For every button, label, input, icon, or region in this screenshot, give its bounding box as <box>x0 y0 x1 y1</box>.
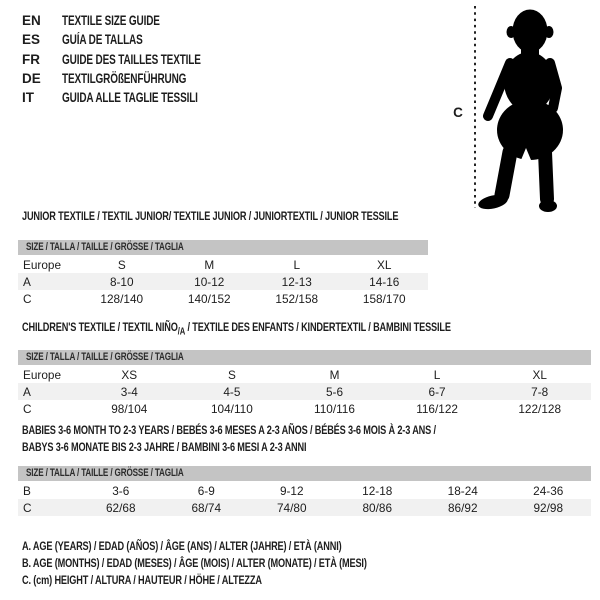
language-row <box>22 30 250 49</box>
language-label: TEXTILE SIZE GUIDE <box>62 13 160 28</box>
size-header-bar <box>18 466 591 481</box>
language-code: IT <box>22 90 34 106</box>
language-label: GUIDE DES TAILLES TEXTILE <box>62 51 201 67</box>
table-section-junior <box>18 208 428 307</box>
value-cell: 98/104 <box>111 401 148 416</box>
value-cell: 3-6 <box>112 483 130 498</box>
language-row <box>22 11 250 30</box>
table-section-babies <box>18 422 591 516</box>
title-segment: JUNIOR TEXTILE / TEXTIL JUNIOR/ TEXTILE JUNIOR / JUNIORTEXTIL / JUNIOR TESSILE <box>22 209 399 223</box>
value-cell: 140/152 <box>187 291 231 306</box>
value-cell: 7-8 <box>531 384 549 399</box>
height-label: C <box>453 105 463 120</box>
table-row <box>18 400 591 417</box>
size-header-bar <box>18 350 591 365</box>
table-row <box>18 499 591 516</box>
table-row <box>18 273 428 290</box>
size-table <box>18 256 428 307</box>
size-header-text: SIZE / TALLA / TAILLE / GRÖSSE / TAGLIA <box>26 241 184 253</box>
value-cell: XS <box>121 367 138 382</box>
size-header-bar <box>18 240 428 255</box>
language-row <box>22 69 250 88</box>
row-label-cell: Europe <box>23 257 62 272</box>
value-cell: M <box>204 257 215 272</box>
value-cell: 18-24 <box>447 483 478 498</box>
value-cell: 24-36 <box>533 483 564 498</box>
value-cell: 8-10 <box>109 274 134 289</box>
table-section-children <box>18 319 591 417</box>
value-cell: L <box>433 367 441 382</box>
value-cell: XL <box>532 367 547 382</box>
footnote-line <box>22 538 488 555</box>
value-cell: 62/68 <box>105 500 136 515</box>
row-label-cell: Europe <box>23 367 62 382</box>
language-list <box>22 11 250 107</box>
size-figure <box>440 0 595 215</box>
table-title <box>18 319 591 340</box>
value-cell: 14-16 <box>369 274 400 289</box>
value-cell: 74/80 <box>276 500 307 515</box>
value-cell: 12-18 <box>362 483 393 498</box>
row-label-cell: C <box>23 401 32 416</box>
table-title <box>18 208 428 225</box>
row-label-cell: B <box>23 483 31 498</box>
value-cell: 3-4 <box>120 384 138 399</box>
value-cell: L <box>293 257 301 272</box>
table-title-text <box>22 439 306 456</box>
value-cell: 128/140 <box>100 291 144 306</box>
row-label-cell: A <box>23 384 31 399</box>
value-cell: 68/74 <box>191 500 222 515</box>
footnote-line <box>22 555 488 572</box>
table-row <box>18 383 591 400</box>
row-label-cell: A <box>23 274 31 289</box>
value-cell: 80/86 <box>362 500 393 515</box>
title-segment: / TEXTILE DES ENFANTS / KINDERTEXTIL / BAMBINI TESSILE <box>185 320 451 334</box>
footnote-line <box>22 572 488 589</box>
title-subscript: /A <box>177 326 186 338</box>
value-cell: 122/128 <box>518 401 562 416</box>
value-cell: 10-12 <box>194 274 225 289</box>
table-title-text <box>22 208 398 225</box>
value-cell: 5-6 <box>325 384 344 399</box>
table-title <box>18 439 591 456</box>
value-cell: 6-7 <box>428 384 446 399</box>
footnote-text: A. AGE (YEARS) / EDAD (AÑOS) / ÂGE (ANS) / ALTER (JAHRE) / ETÀ (ANNI) <box>22 539 342 553</box>
table-row <box>18 366 591 383</box>
title-segment: BABIES 3-6 MONTH TO 2-3 YEARS / BEBÉS 3-6 MESES A 2-3 AÑOS / BÉBÉS 3-6 MOIS À 2-3 ANS / <box>22 423 436 437</box>
table-row <box>18 256 428 273</box>
table-title <box>18 422 591 439</box>
size-header-text: SIZE / TALLA / TAILLE / GRÖSSE / TAGLIA <box>26 467 184 479</box>
language-row <box>22 50 250 69</box>
value-cell: 4-5 <box>223 384 241 399</box>
title-segment: BABYS 3-6 MONATE BIS 2-3 JAHRE / BAMBINI 3-6 MESI A 2-3 ANNI <box>22 440 307 454</box>
size-header-text: SIZE / TALLA / TAILLE / GRÖSSE / TAGLIA <box>26 351 184 364</box>
table-row <box>18 482 591 499</box>
value-cell: S <box>227 367 236 382</box>
value-cell: 104/110 <box>211 401 253 416</box>
language-code: FR <box>22 51 40 67</box>
language-label: TEXTILGRÖßENFÜHRUNG <box>62 70 187 86</box>
value-cell: 152/158 <box>275 291 319 306</box>
value-cell: 12-13 <box>281 274 312 289</box>
value-cell: 6-9 <box>197 483 215 498</box>
language-code: EN <box>22 13 41 28</box>
size-table <box>18 366 591 417</box>
table-title-text <box>22 422 436 439</box>
language-label: GUIDA ALLE TAGLIE TESSILI <box>62 90 198 106</box>
title-segment: CHILDREN'S TEXTILE / TEXTIL NIÑO <box>22 320 178 334</box>
footnote-text: C. (cm) HEIGHT / ALTURA / HAUTEUR / HÖHE / ALTEZZA <box>22 573 262 588</box>
row-label-cell: C <box>23 500 32 515</box>
language-label: GUÍA DE TALLAS <box>62 32 143 48</box>
table-title-text <box>22 319 451 340</box>
value-cell: 9-12 <box>279 483 304 498</box>
value-cell: 86/92 <box>447 500 478 515</box>
language-code: DE <box>22 70 41 86</box>
language-row <box>22 88 250 107</box>
baby-silhouette-icon <box>477 10 563 213</box>
value-cell: M <box>329 367 340 382</box>
footnotes <box>22 538 488 590</box>
value-cell: 158/170 <box>362 291 406 306</box>
size-figure-svg <box>440 0 595 215</box>
size-table <box>18 482 591 516</box>
footnote-text: B. AGE (MONTHS) / EDAD (MESES) / ÂGE (MOIS) / ALTER (MONATE) / ETÀ (MESI) <box>22 556 367 571</box>
value-cell: S <box>117 257 126 272</box>
value-cell: 110/116 <box>314 401 355 416</box>
language-code: ES <box>22 32 41 48</box>
table-row <box>18 290 428 307</box>
value-cell: 116/122 <box>416 401 458 416</box>
value-cell: XL <box>377 257 392 272</box>
value-cell: 92/98 <box>533 500 564 515</box>
row-label-cell: C <box>23 291 32 306</box>
